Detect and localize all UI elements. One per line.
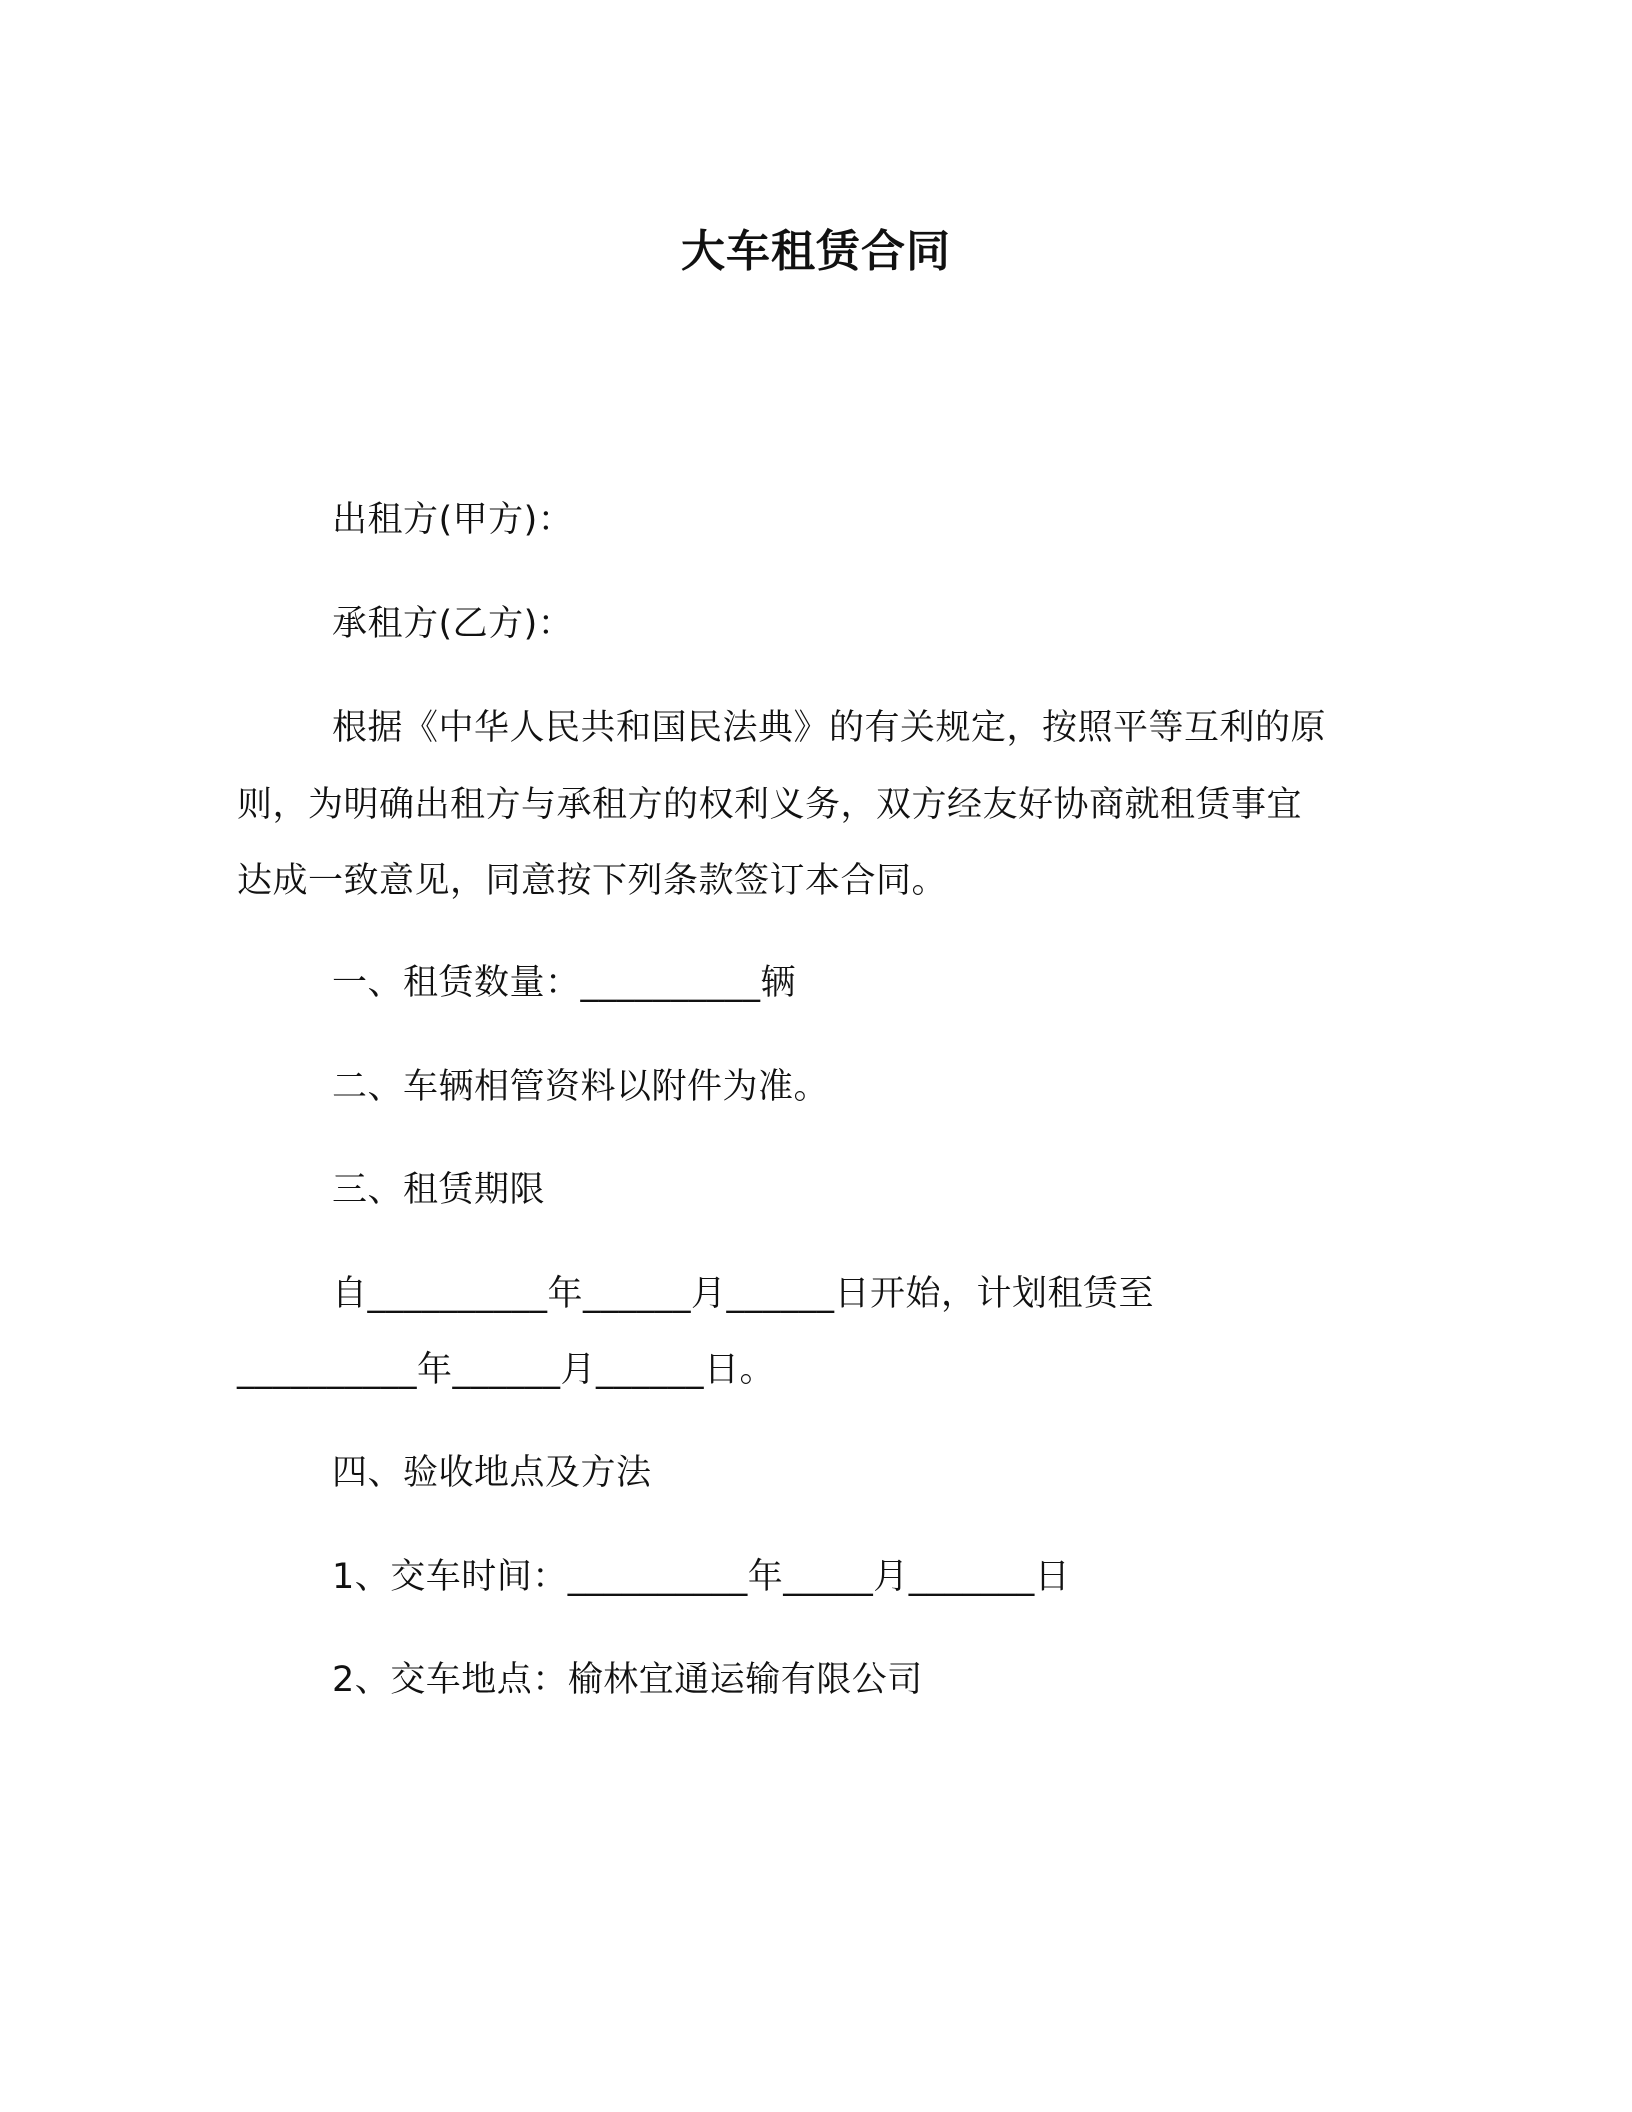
term-line-2: __________年______月______日。 xyxy=(237,1350,776,1390)
preamble-line-1: 根据《中华人民共和国民法典》的有关规定，按照平等互利的原 xyxy=(332,708,1327,748)
term-line-1: 自__________年______月______日开始，计划租赁至 xyxy=(332,1274,1155,1314)
clause-rental-term: 三、租赁期限 xyxy=(332,1170,546,1210)
delivery-location: 2、交车地点：榆林宜通运输有限公司 xyxy=(332,1660,923,1700)
preamble-line-2: 则，为明确出租方与承租方的权利义务，双方经友好协商就租赁事宜 xyxy=(237,785,1303,825)
party-b-label: 承租方(乙方)： xyxy=(332,604,574,644)
party-a-label: 出租方(甲方)： xyxy=(332,500,574,540)
preamble-line-3: 达成一致意见，同意按下列条款签订本合同。 xyxy=(237,861,948,901)
clause-vehicle-documents: 二、车辆相管资料以附件为准。 xyxy=(332,1067,830,1107)
document-title: 大车租赁合同 xyxy=(681,226,951,277)
clause-inspection: 四、验收地点及方法 xyxy=(332,1453,652,1493)
delivery-time: 1、交车时间：__________年_____月_______日 xyxy=(332,1557,1071,1597)
clause-rental-quantity: 一、租赁数量：__________辆 xyxy=(332,963,797,1003)
